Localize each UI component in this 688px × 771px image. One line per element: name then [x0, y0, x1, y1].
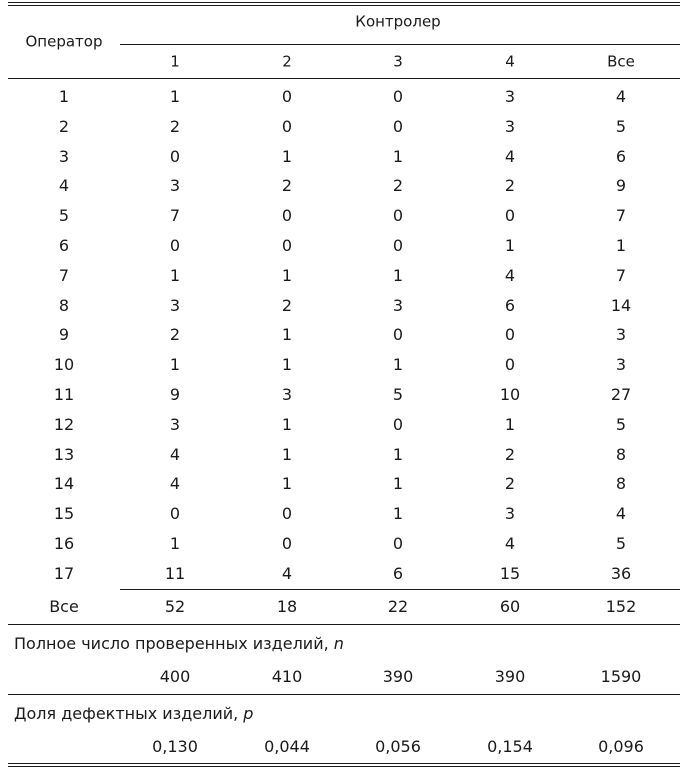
table-cell: 0	[392, 236, 404, 255]
total-cell: 152	[605, 597, 637, 616]
table-cell: 0	[281, 534, 293, 553]
operator-cell: 4	[58, 176, 70, 196]
table-cell: 2	[281, 176, 293, 196]
bottom-rule	[8, 763, 680, 764]
bottom-rule	[8, 766, 680, 767]
operator-cell: 3	[58, 146, 70, 166]
operator-cell: 12	[53, 414, 75, 434]
table-cell: 27	[610, 385, 632, 404]
defect-share-cell: 0,056	[375, 737, 421, 756]
inspected-cell: 400	[159, 667, 191, 686]
operator-cell: 13	[53, 444, 75, 464]
table-cell: 0	[504, 355, 516, 375]
inspected-label-text: Полное число проверенных изделий,	[14, 634, 334, 653]
table-cell: 0	[392, 206, 404, 226]
operator-cell: 8	[58, 295, 70, 315]
table-cell: 1	[392, 265, 404, 285]
table-cell: 11	[164, 563, 186, 583]
table-cell: 1	[615, 236, 627, 255]
table-cell: 1	[504, 414, 516, 434]
table-cell: 1	[281, 474, 293, 494]
total-cell: 18	[276, 597, 298, 616]
table-cell: 0	[281, 236, 293, 255]
top-rule	[8, 2, 680, 3]
table-cell: 7	[615, 265, 627, 285]
operator-cell: 10	[53, 355, 75, 375]
table-cell: 2	[504, 176, 516, 196]
table-cell: 1	[169, 87, 181, 106]
table-cell: 1	[392, 355, 404, 375]
table-cell: 6	[615, 146, 627, 166]
operator-cell: 16	[53, 534, 75, 553]
table-cell: 1	[169, 355, 181, 375]
section-rule	[8, 624, 680, 625]
totals-rule	[120, 589, 680, 590]
table-cell: 1	[281, 265, 293, 285]
header-rule	[8, 78, 680, 79]
table-cell: 1	[392, 146, 404, 166]
table-cell: 3	[169, 176, 181, 196]
table-cell: 0	[392, 87, 404, 106]
table-cell: 1	[169, 265, 181, 285]
table-cell: 0	[392, 116, 404, 136]
controller-header: Контролер	[355, 12, 441, 31]
table-cell: 1	[281, 414, 293, 434]
table-cell: 3	[169, 414, 181, 434]
operator-cell: 14	[53, 474, 75, 494]
table-cell: 9	[169, 385, 181, 404]
table-cell: 2	[504, 474, 516, 494]
column-header: 1	[170, 52, 180, 71]
table-cell: 5	[615, 534, 627, 553]
table-cell: 4	[504, 534, 516, 553]
table-cell: 0	[392, 325, 404, 345]
total-row-label: Все	[49, 597, 79, 616]
total-cell: 22	[387, 597, 409, 616]
table-cell: 15	[499, 563, 521, 583]
table-cell: 1	[392, 504, 404, 524]
table-cell: 4	[504, 265, 516, 285]
table-cell: 4	[169, 474, 181, 494]
table-cell: 4	[504, 146, 516, 166]
table-cell: 1	[392, 444, 404, 464]
inspected-cell: 1590	[600, 667, 642, 686]
table-cell: 4	[615, 87, 627, 106]
operator-cell: 11	[53, 385, 75, 404]
column-header: Все	[607, 52, 635, 71]
table-cell: 0	[281, 116, 293, 136]
column-header: 3	[393, 52, 403, 71]
table-cell: 0	[504, 325, 516, 345]
defect-share-cell: 0,130	[152, 737, 198, 756]
table-cell: 1	[281, 146, 293, 166]
operator-cell: 1	[58, 87, 70, 106]
table-cell: 5	[392, 385, 404, 404]
defect-share-cell: 0,096	[598, 737, 644, 756]
defect-share-cell: 0,154	[487, 737, 533, 756]
operator-cell: 9	[58, 325, 70, 345]
table-cell: 3	[504, 116, 516, 136]
table-cell: 5	[615, 414, 627, 434]
table-cell: 0	[392, 414, 404, 434]
table-cell: 10	[499, 385, 521, 404]
table-cell: 36	[610, 563, 632, 583]
table-cell: 0	[504, 206, 516, 226]
column-header: 2	[282, 52, 292, 71]
inspected-cell: 390	[494, 667, 526, 686]
table-cell: 14	[610, 295, 632, 315]
table-cell: 2	[169, 116, 181, 136]
operator-cell: 5	[58, 206, 70, 226]
table-cell: 3	[504, 87, 516, 106]
table-cell: 2	[392, 176, 404, 196]
total-cell: 60	[499, 597, 521, 616]
table-cell: 6	[392, 563, 404, 583]
defect-share-label	[14, 706, 253, 722]
table-cell: 0	[281, 504, 293, 524]
table-cell: 1	[392, 474, 404, 494]
operator-cell: 15	[53, 504, 75, 524]
inspected-cell: 390	[382, 667, 414, 686]
defect-share-label-var: p	[243, 704, 254, 723]
table-cell: 1	[281, 355, 293, 375]
top-rule	[8, 5, 680, 6]
table-cell: 2	[169, 325, 181, 345]
inspected-label	[14, 636, 344, 652]
inspected-cell: 410	[271, 667, 303, 686]
table-cell: 0	[169, 146, 181, 166]
table-cell: 0	[169, 504, 181, 524]
table-cell: 0	[169, 236, 181, 255]
table-cell: 7	[169, 206, 181, 226]
table-cell: 7	[615, 206, 627, 226]
table-cell: 2	[504, 444, 516, 464]
table-cell: 1	[504, 236, 516, 255]
table-cell: 3	[615, 325, 627, 345]
table-cell: 0	[392, 534, 404, 553]
defect-share-label-text: Доля дефектных изделий,	[14, 704, 244, 723]
table-cell: 4	[615, 504, 627, 524]
defect-share-cell: 0,044	[264, 737, 310, 756]
total-cell: 52	[164, 597, 186, 616]
table-cell: 1	[169, 534, 181, 553]
table-cell: 3	[392, 295, 404, 315]
operator-cell: 6	[58, 236, 70, 255]
inspected-label-var: n	[333, 634, 344, 653]
table-cell: 3	[281, 385, 293, 404]
operator-cell: 7	[58, 265, 70, 285]
table-cell: 8	[615, 474, 627, 494]
table-cell: 3	[169, 295, 181, 315]
table-cell: 0	[281, 206, 293, 226]
table-cell: 4	[281, 563, 293, 583]
table-cell: 3	[504, 504, 516, 524]
table-cell: 5	[615, 116, 627, 136]
table-cell: 9	[615, 176, 627, 196]
table-cell: 1	[281, 325, 293, 345]
column-header: 4	[505, 52, 515, 71]
table-cell: 0	[281, 87, 293, 106]
table-cell: 4	[169, 444, 181, 464]
table-cell: 6	[504, 295, 516, 315]
controller-underline	[120, 44, 680, 45]
table-cell: 1	[281, 444, 293, 464]
operator-cell: 2	[58, 116, 70, 136]
table-cell: 2	[281, 295, 293, 315]
operator-cell: 17	[53, 563, 75, 583]
operator-header: Оператор	[25, 32, 103, 51]
table-cell: 3	[615, 355, 627, 375]
table-cell: 8	[615, 444, 627, 464]
section-rule	[8, 694, 680, 695]
